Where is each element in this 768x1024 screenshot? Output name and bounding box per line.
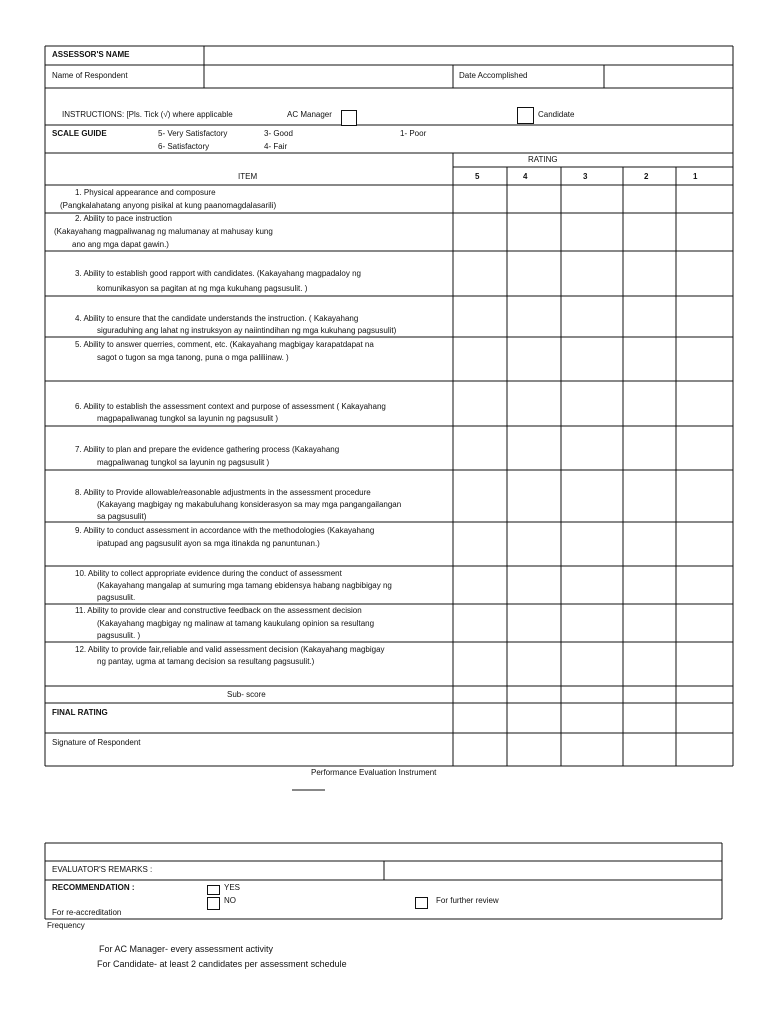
scale-3: 3- Good: [264, 129, 293, 138]
scale-4: 4- Fair: [264, 142, 288, 151]
item-2-translation-cont: ano ang mga dapat gawin.): [72, 240, 169, 249]
item-3-title: 3. Ability to establish good rapport with candidates. (Kakayahang magpadaloy ng: [75, 269, 361, 278]
item-1-title: 1. Physical appearance and composure: [75, 188, 216, 197]
item-10-translation-cont: pagsusulit.: [97, 593, 136, 602]
item-5-translation: sagot o tugon sa mga tanong, puna o mga paliliinaw. ): [97, 353, 289, 362]
signature-label: Signature of Respondent: [52, 738, 141, 747]
item-7-translation: magpaliwanag tungkol sa layunin ng pagsusulit ): [97, 458, 270, 467]
signature-field[interactable]: [454, 734, 732, 765]
item-2-title: 2. Ability to pace instruction: [75, 214, 172, 223]
frequency-label: Frequency: [47, 921, 85, 930]
item-9-translation: ipatupad ang pagsusulit ayon sa mga itinakda ng panuntunan.): [97, 539, 320, 548]
respondent-name-label: Name of Respondent: [52, 71, 128, 80]
rating-header: RATING: [528, 155, 558, 164]
item-11-translation: (Kakayahang magbigay ng malinaw at tamang kaukulang opinion sa resultang: [97, 619, 375, 628]
no-checkbox[interactable]: [207, 897, 220, 910]
item-8-translation: (Kakayang magbigay ng makabuluhang konsiderasyon sa may mga pangangailangan: [97, 500, 402, 509]
further-review-checkbox[interactable]: [415, 897, 428, 909]
scale-guide-label: SCALE GUIDE: [52, 129, 107, 138]
item-11-translation-cont: pagsusulit. ): [97, 631, 141, 640]
frequency-candidate: For Candidate- at least 2 candidates per assessment schedule: [97, 959, 347, 969]
item-5-title: 5. Ability to answer querries, comment, etc. (Kakayahang magbigay karapatdapat na: [75, 340, 374, 349]
yes-label: YES: [224, 883, 241, 892]
assessor-name-field[interactable]: [205, 47, 732, 64]
evaluator-remarks-label: EVALUATOR'S REMARKS :: [52, 865, 153, 874]
instructions-text: INSTRUCTIONS: [Pls. Tick (√) where applicable: [62, 110, 233, 119]
date-accomplished-field[interactable]: [605, 66, 732, 87]
rating-col-3: 3: [583, 172, 588, 181]
item-4-translation: siguraduhing ang lahat ng instruksyon ay naiintindihan ng mga kukuhang pagsusulit): [97, 326, 397, 335]
evaluator-remarks-field[interactable]: [385, 862, 721, 879]
item-4-title: 4. Ability to ensure that the candidate understands the instruction. ( Kakayahang: [75, 314, 359, 323]
reaccreditation-label: For re-accreditation: [52, 908, 122, 917]
respondent-name-field[interactable]: [205, 66, 452, 87]
item-9-title: 9. Ability to conduct assessment in accordance with the methodologies (Kakayahang: [75, 526, 375, 535]
scale-6: 6- Satisfactory: [158, 142, 210, 151]
item-12-translation: ng pantay, ugma at tamang decision sa resultang pagsusulit.): [97, 657, 315, 666]
final-rating-label: FINAL RATING: [52, 708, 108, 717]
item-8-translation-cont: sa pagsusulit): [97, 512, 147, 521]
item-11-title: 11. Ability to provide clear and constructive feedback on the assessment decision: [75, 606, 362, 615]
item-header: ITEM: [238, 172, 258, 181]
ac-manager-label: AC Manager: [287, 110, 332, 119]
item-10-title: 10. Ability to collect appropriate evidence during the conduct of assessment: [75, 569, 342, 578]
assessor-name-label: ASSESSOR'S NAME: [52, 50, 130, 59]
rating-col-4: 4: [523, 172, 528, 181]
item-6-title: 6. Ability to establish the assessment context and purpose of assessment ( Kakayahang: [75, 402, 386, 411]
item-10-translation: (Kakayahang mangalap at sumuring mga tamang ebidensya habang nagbibigay ng: [97, 581, 392, 590]
rating-col-1: 1: [693, 172, 698, 181]
recommendation-label: RECOMMENDATION :: [52, 883, 135, 892]
subscore-label: Sub- score: [227, 690, 266, 699]
item-1-translation: (Pangkalahatang anyong pisikal at kung paanomagdalasarili): [60, 201, 277, 210]
item-8-title: 8. Ability to Provide allowable/reasonable adjustments in the assessment procedure: [75, 488, 371, 497]
item-2-translation: (Kakayahang magpaliwanag ng malumanay at mahusay kung: [54, 227, 273, 236]
item-3-translation: komunikasyon sa pagitan at ng mga kukuhang pagsusulit. ): [97, 284, 308, 293]
frequency-ac-manager: For AC Manager- every assessment activity: [99, 944, 274, 954]
candidate-checkbox[interactable]: [517, 107, 534, 124]
candidate-label: Candidate: [538, 110, 575, 119]
item-7-title: 7. Ability to plan and prepare the evidence gathering process (Kakayahang: [75, 445, 340, 454]
date-accomplished-label: Date Accomplished: [459, 71, 528, 80]
rating-col-5: 5: [475, 172, 480, 181]
ac-manager-checkbox[interactable]: [341, 110, 357, 126]
item-12-title: 12. Ability to provide fair,reliable and valid assessment decision (Kakayahang magbigay: [75, 645, 385, 654]
scale-5: 5- Very Satisfactory: [158, 129, 228, 138]
rating-col-2: 2: [644, 172, 649, 181]
item-6-translation: magpapaliwanag tungkol sa layunin ng pagsusulit ): [97, 414, 279, 423]
form-caption: Performance Evaluation Instrument: [311, 768, 437, 777]
scale-1: 1- Poor: [400, 129, 427, 138]
further-review-label: For further review: [436, 896, 499, 905]
no-label: NO: [224, 896, 236, 905]
yes-checkbox[interactable]: [207, 885, 220, 895]
